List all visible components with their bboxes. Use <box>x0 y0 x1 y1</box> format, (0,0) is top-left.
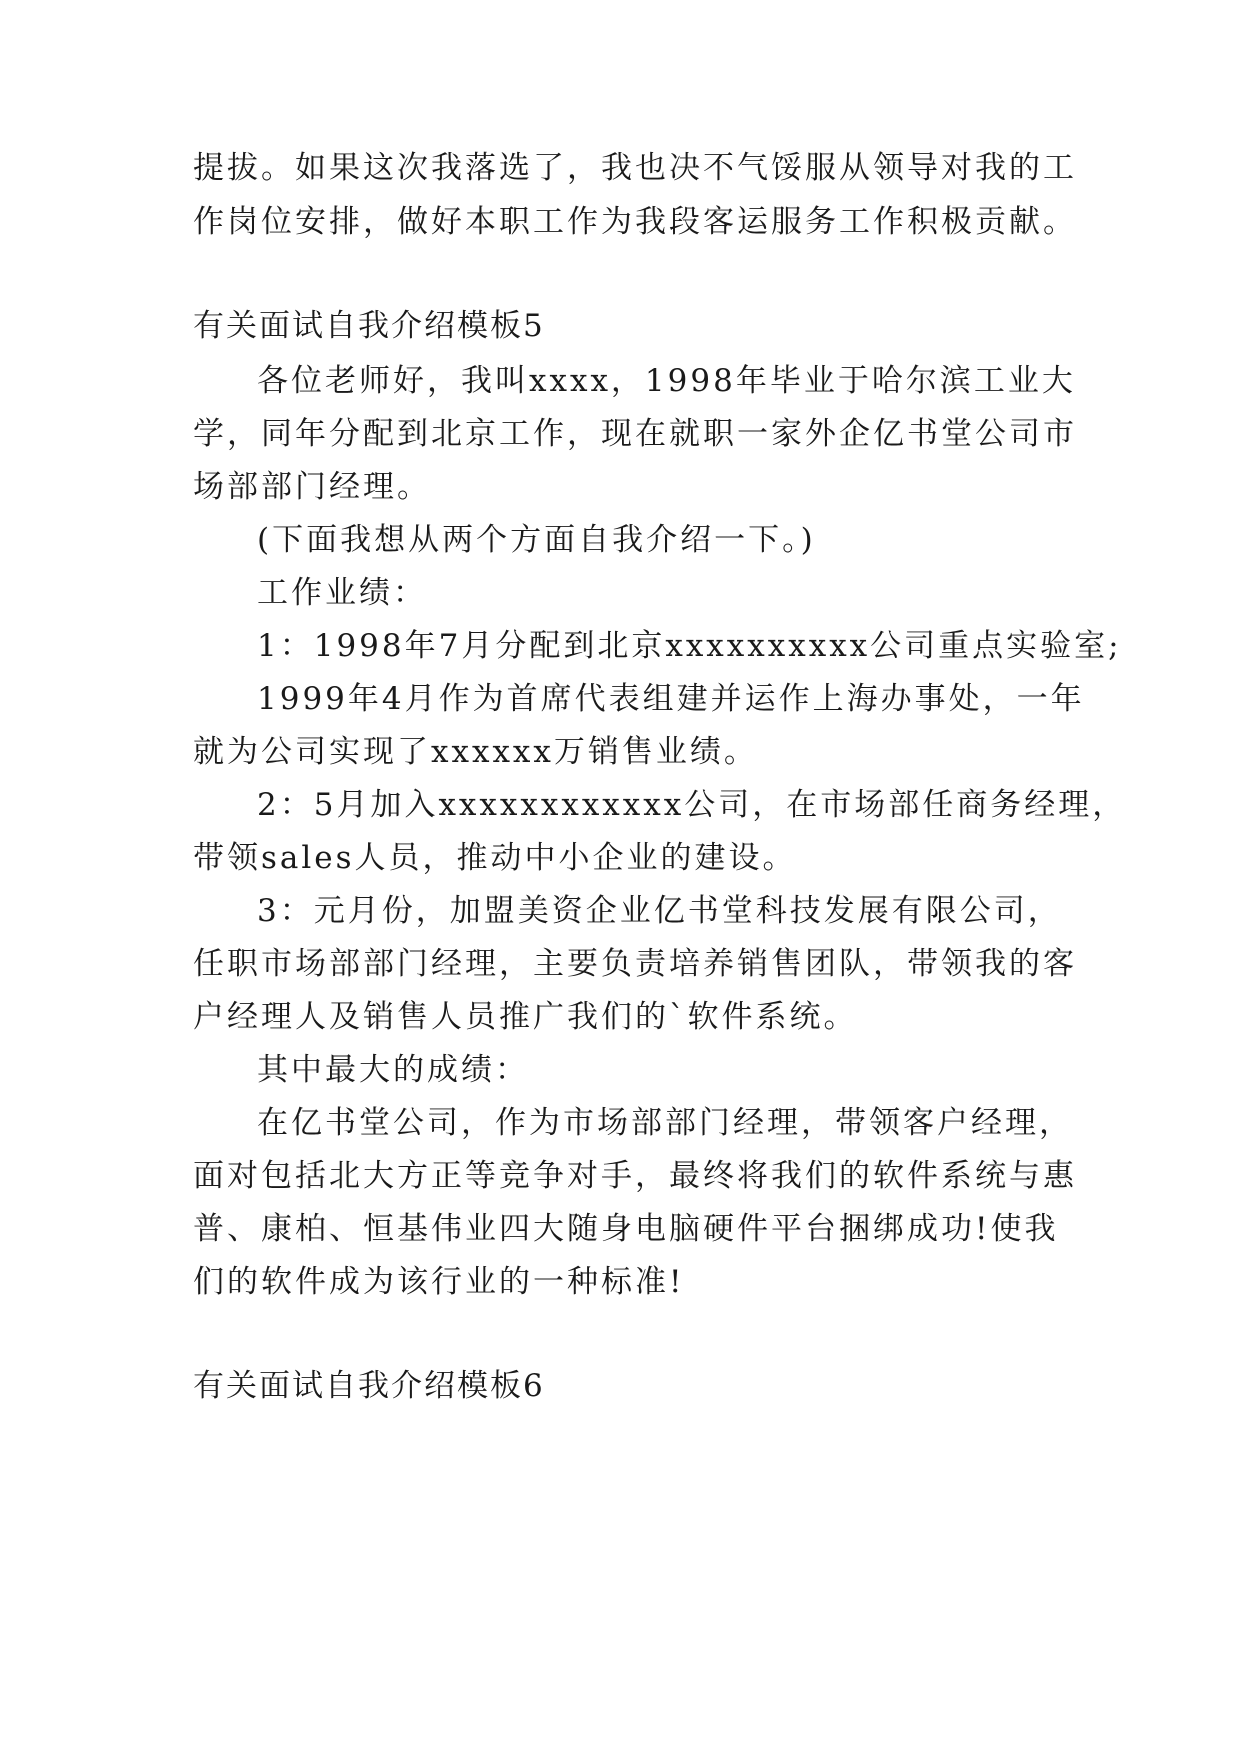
section-heading: 有关面试自我介绍模板6 <box>193 1368 545 1404</box>
paragraph-line: 2：5月加入xxxxxxxxxxxx公司，在市场部任商务经理， <box>257 787 1127 823</box>
paragraph-line: 普、康柏、恒基伟业四大随身电脑硬件平台捆绑成功!使我 <box>193 1211 1059 1247</box>
paragraph-line: 户经理人及销售人员推广我们的`软件系统。 <box>193 999 858 1035</box>
paragraph-line: 1：1998年7月分配到北京xxxxxxxxxx公司重点实验室; <box>257 628 1122 664</box>
paragraph-line: 任职市场部部门经理，主要负责培养销售团队，带领我的客 <box>193 946 1077 982</box>
paragraph-line: 学，同年分配到北京工作，现在就职一家外企亿书堂公司市 <box>193 416 1077 452</box>
section-heading: 有关面试自我介绍模板5 <box>193 308 545 344</box>
paragraph-line: 场部部门经理。 <box>193 469 431 505</box>
paragraph-line: 工作业绩： <box>257 575 427 611</box>
paragraph-line: 提拔。如果这次我落选了，我也决不气馁服从领导对我的工 <box>193 150 1077 186</box>
paragraph-line: (下面我想从两个方面自我介绍一下。) <box>257 522 816 558</box>
paragraph-line: 带领sales人员，推动中小企业的建设。 <box>193 840 797 876</box>
paragraph-line: 3：元月份，加盟美资企业亿书堂科技发展有限公司， <box>257 893 1062 929</box>
paragraph-line: 们的软件成为该行业的一种标准! <box>193 1264 685 1300</box>
paragraph-line: 各位老师好，我叫xxxx，1998年毕业于哈尔滨工业大 <box>257 363 1076 399</box>
paragraph-line: 1999年4月作为首席代表组建并运作上海办事处，一年 <box>257 681 1085 717</box>
paragraph-line: 作岗位安排，做好本职工作为我段客运服务工作积极贡献。 <box>193 204 1077 240</box>
paragraph-line: 在亿书堂公司，作为市场部部门经理，带领客户经理， <box>257 1105 1073 1141</box>
paragraph-line: 面对包括北大方正等竞争对手，最终将我们的软件系统与惠 <box>193 1158 1077 1194</box>
paragraph-line: 就为公司实现了xxxxxx万销售业绩。 <box>193 734 758 770</box>
paragraph-line: 其中最大的成绩： <box>257 1052 529 1088</box>
